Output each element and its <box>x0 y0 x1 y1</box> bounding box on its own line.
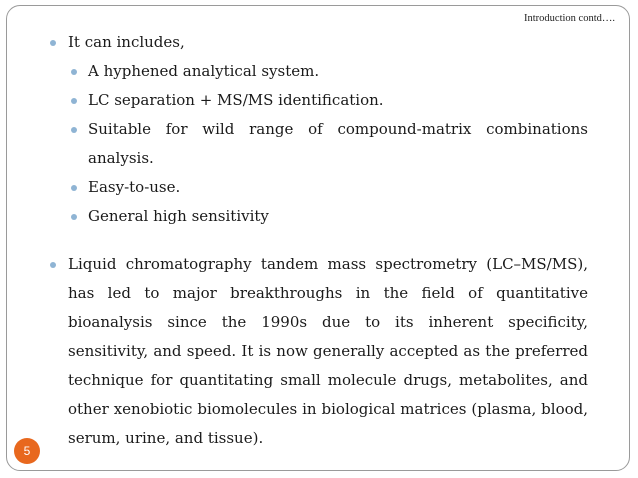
bullet-item <box>36 250 588 453</box>
sub-bullet-text: Easy-to-use. <box>88 178 181 196</box>
bullet-dot-icon <box>71 69 77 75</box>
sub-bullet-text: General high sensitivity <box>88 207 269 225</box>
bullet-list-2 <box>36 250 588 453</box>
sub-bullet-text: A hyphened analytical system. <box>88 62 320 80</box>
sub-bullet-item <box>36 57 588 86</box>
sub-bullet-item <box>36 173 588 202</box>
bullet-text: It can includes, <box>68 33 185 51</box>
sub-bullet-text: Suitable for wild range of compound-matrix combinations analysis. <box>88 120 588 167</box>
bullet-dot-icon <box>71 185 77 191</box>
bullet-dot-icon <box>50 262 56 268</box>
header-title: Introduction contd…. <box>524 13 615 24</box>
page-number-badge: 5 <box>14 438 40 464</box>
bullet-item <box>36 28 588 57</box>
sub-bullet-item <box>36 202 588 231</box>
bullet-dot-icon <box>71 214 77 220</box>
sub-bullet-item <box>36 86 588 115</box>
bullet-text: Liquid chromatography tandem mass spectrometry (LC–MS/MS), has led to major breakthroughs in the field of quantitative bioanalysis since the 1990s due to its inherent specificity, sensitivity, and speed. It is now generally accepted as the preferred technique for quantitating small molecule drugs, metabolites, and other xenobiotic biomolecules in biological matrices (plasma, blood, serum, urine, and tissue). <box>68 255 588 447</box>
bullet-list-1 <box>36 28 588 231</box>
bullet-dot-icon <box>71 127 77 133</box>
sub-bullet-text: LC separation + MS/MS identification. <box>88 91 384 109</box>
bullet-dot-icon <box>50 40 56 46</box>
sub-bullet-item <box>36 115 588 173</box>
bullet-dot-icon <box>71 98 77 104</box>
